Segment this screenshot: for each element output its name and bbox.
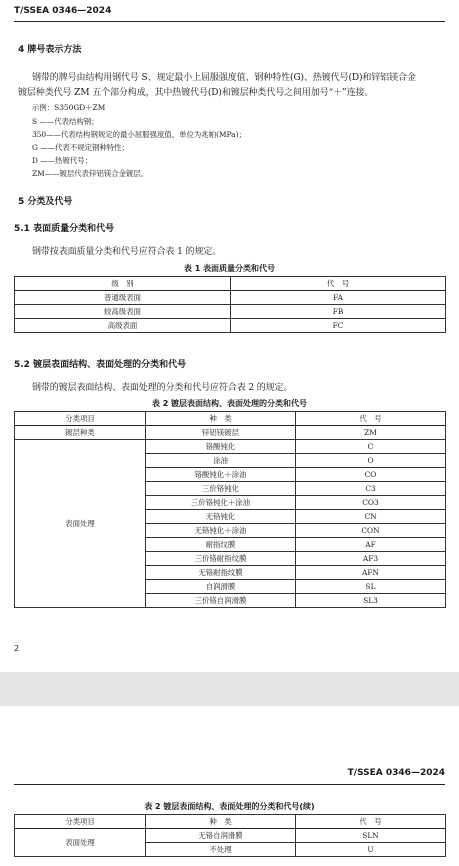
table-cell: CON <box>296 524 446 538</box>
table-cell: ZM <box>296 426 446 440</box>
table-header-row <box>15 412 446 426</box>
header-rule <box>14 784 445 785</box>
table-cell: AFN <box>296 566 446 580</box>
example-item: D ——热镀代号； <box>32 156 93 165</box>
table-header-row <box>15 815 446 829</box>
table-cell: 三价铬耐指纹膜 <box>146 552 296 566</box>
table-cell: 自润滑膜 <box>146 580 296 594</box>
section-5-title: 5 分类及代号 <box>18 197 73 207</box>
table-cell: 无铬钝化 <box>146 510 296 524</box>
section-5-2-paragraph: 钢带的镀层表面结构、表面处理的分类和代号应符合表 2 的规定。 <box>32 383 293 393</box>
table-cell: 高级表面 <box>15 319 231 333</box>
section-4-paragraph-line-2: 镀层种类代号 ZM 五个部分构成，其中热镀代号(D)和镀层种类代号之间用加号“＋”连接。 <box>18 88 374 98</box>
table-row <box>15 305 446 319</box>
table-2-caption: 表 2 镀层表面结构、表面处理的分类和代号 <box>151 399 308 408</box>
example-item: ZM——镀层代表锌铝镁合金镀层。 <box>32 169 149 178</box>
table-cell: FC <box>231 319 446 333</box>
table-row <box>15 291 446 305</box>
table-cell: SLN <box>296 829 446 843</box>
table-cell: SL <box>296 580 446 594</box>
table-cell: AF <box>296 538 446 552</box>
section-5-1-paragraph: 钢带按表面质量分类和代号应符合表 1 的规定。 <box>32 247 222 257</box>
table-cell: U <box>296 843 446 857</box>
table-cell: 镀层种类 <box>15 426 146 440</box>
table-cell: FA <box>231 291 446 305</box>
page-header: T/SSEA 0346—2024 <box>14 6 112 16</box>
table-cell: 耐指纹膜 <box>146 538 296 552</box>
table-header-cell: 分类项目 <box>15 412 146 426</box>
table-header-cell: 级 别 <box>15 277 231 291</box>
example-item: S ——代表结构钢； <box>32 117 99 126</box>
table-row <box>15 829 446 843</box>
table-cell: AF3 <box>296 552 446 566</box>
table-row <box>15 319 446 333</box>
table-cell: 三价铬钝化＋涂油 <box>146 496 296 510</box>
table-row <box>15 426 446 440</box>
table-cell: 不处理 <box>146 843 296 857</box>
table-cell: CN <box>296 510 446 524</box>
table-cell: 三价铬钝化 <box>146 482 296 496</box>
header-rule <box>14 21 445 22</box>
table-cell: 较高级表面 <box>15 305 231 319</box>
section-4-title: 4 牌号表示方法 <box>18 45 82 55</box>
section-5-1-title: 5.1 表面质量分类和代号 <box>14 224 115 234</box>
table-cell-merged: 表面处理 <box>15 829 146 857</box>
table-cell: O <box>296 454 446 468</box>
table-cell: C <box>296 440 446 454</box>
table-header-cell: 代 号 <box>296 412 446 426</box>
table-cell: SL3 <box>296 594 446 608</box>
table-2 <box>14 411 446 608</box>
table-cell: 普通级表面 <box>15 291 231 305</box>
table-header-cell: 种 类 <box>146 815 296 829</box>
table-cell: FB <box>231 305 446 319</box>
table-cell: CO3 <box>296 496 446 510</box>
table-2-continued <box>14 814 446 857</box>
table-cell: C3 <box>296 482 446 496</box>
table-cell: 铬酸钝化 <box>146 440 296 454</box>
table-cell: 涂油 <box>146 454 296 468</box>
table-1 <box>14 276 446 333</box>
example-item: 350——代表结构钢规定的最小屈服强度值，单位为兆帕(MPa)； <box>32 130 246 139</box>
page-header: T/SSEA 0346—2024 <box>347 768 445 778</box>
example-item: G ——代表不规定钢种特性； <box>32 143 129 152</box>
table-cell: 三价铬自润滑膜 <box>146 594 296 608</box>
table-cell: CO <box>296 468 446 482</box>
document-page-2 <box>0 706 459 866</box>
table-2-continued-caption: 表 2 镀层表面结构、表面处理的分类和代号(续) <box>144 802 315 811</box>
table-cell-merged: 表面处理 <box>15 440 146 608</box>
table-cell: 无铬耐指纹膜 <box>146 566 296 580</box>
table-cell: 铬酸钝化＋涂油 <box>146 468 296 482</box>
table-header-cell: 代 号 <box>231 277 446 291</box>
section-5-2-title: 5.2 镀层表面结构、表面处理的分类和代号 <box>14 360 187 370</box>
section-4-paragraph-line-1: 钢带的牌号由结构用钢代号 S、规定最小上屈服强度值、钢种特性(G)、热镀代号(D)和锌铝镁合金 <box>32 73 416 83</box>
table-header-cell: 分类项目 <box>15 815 146 829</box>
table-1-caption: 表 1 表面质量分类和代号 <box>183 264 276 273</box>
table-row <box>15 440 446 454</box>
page-number: 2 <box>14 644 20 653</box>
table-header-row <box>15 277 446 291</box>
table-header-cell: 种 类 <box>146 412 296 426</box>
table-cell: 无铬钝化＋涂油 <box>146 524 296 538</box>
table-cell: 无铬自润滑膜 <box>146 829 296 843</box>
table-cell: 锌铝镁镀层 <box>146 426 296 440</box>
table-header-cell: 代 号 <box>296 815 446 829</box>
example-label: 示例：S350GD＋ZM <box>32 103 106 112</box>
